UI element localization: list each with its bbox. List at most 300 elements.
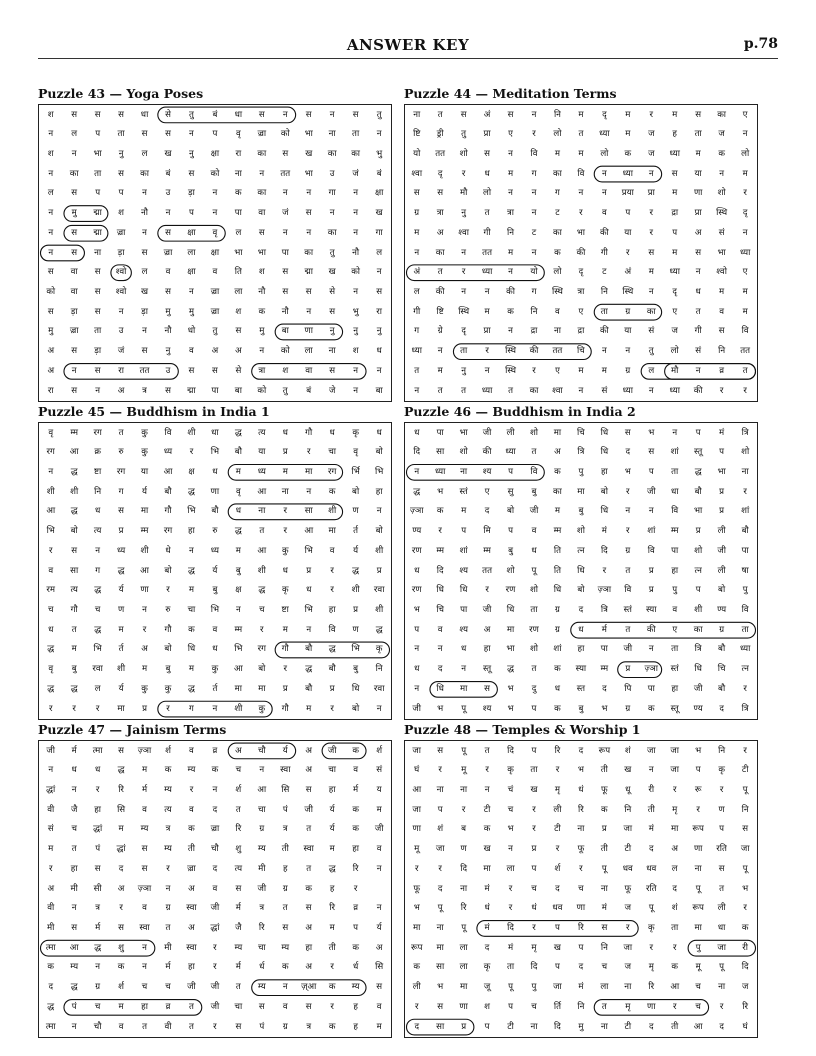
grid-cell: ना <box>460 467 468 477</box>
grid-cell: स्तू <box>482 664 492 675</box>
grid-cell: र <box>555 844 560 855</box>
grid-cell: नि <box>553 109 561 120</box>
grid-cell: न <box>414 467 420 477</box>
grid-cell: त्न <box>694 565 702 576</box>
grid-cell: न <box>578 385 584 396</box>
grid-cell: को <box>46 287 56 298</box>
grid-cell: ग <box>555 188 560 199</box>
grid-cell: र <box>330 565 334 576</box>
grid-cell: कृ <box>483 962 491 973</box>
grid-cell: ध्य <box>210 545 219 556</box>
grid-row <box>39 958 391 978</box>
grid-cell: का <box>646 306 656 317</box>
grid-cell: र <box>719 1001 724 1012</box>
grid-cell: पू <box>437 903 443 914</box>
grid-cell: न <box>71 785 77 795</box>
grid-cell: न <box>259 765 265 776</box>
grid-cell: स <box>718 326 725 337</box>
grid-cell: शो <box>459 149 468 159</box>
grid-cell: म <box>376 1021 382 1032</box>
grid-cell: स <box>165 129 171 140</box>
grid-cell: स <box>484 683 490 694</box>
grid-cell: म <box>118 824 124 835</box>
grid-cell: र <box>485 585 489 596</box>
grid-cell: मु <box>578 1021 584 1032</box>
grid-cell: न <box>461 247 467 258</box>
grid-cell: द्मा <box>187 385 196 396</box>
grid-cell: ख <box>164 149 172 159</box>
grid-cell: न <box>414 683 420 694</box>
grid-cell: जा <box>740 844 750 855</box>
grid-cell: शो <box>506 565 515 576</box>
grid-cell: न <box>353 385 358 396</box>
grid-cell: चा <box>328 765 336 776</box>
grid-cell: धि <box>436 585 444 596</box>
grid-cell: मी <box>70 883 78 894</box>
grid-cell: अ <box>436 227 444 238</box>
grid-cell: प्र <box>306 565 312 576</box>
grid-cell: हा <box>328 785 336 795</box>
grid-cell: हा <box>70 863 78 874</box>
grid-cell: ली <box>506 427 515 438</box>
grid-cell: म <box>578 109 584 120</box>
grid-cell: क्षा <box>187 227 196 238</box>
grid-cell: र्म <box>353 785 359 795</box>
grid-cell: स <box>141 346 148 357</box>
grid-cell: सं <box>648 326 655 337</box>
grid-cell: स्वा <box>303 844 314 855</box>
grid-cell: त <box>188 1021 194 1032</box>
grid-cell: मा <box>577 486 585 497</box>
grid-cell: स <box>118 506 124 517</box>
grid-cell: शं <box>624 745 631 756</box>
grid-row <box>39 423 391 443</box>
grid-cell: जी <box>374 824 384 835</box>
grid-cell: न <box>48 227 54 238</box>
grid-cell: बौ <box>718 644 726 655</box>
grid-cell: ज़्आ <box>301 982 317 993</box>
grid-cell: त्र <box>282 824 288 835</box>
grid-cell: द <box>212 863 218 874</box>
grid-cell: ना <box>281 486 289 497</box>
grid-row <box>405 302 757 322</box>
grid-cell: अ <box>117 385 125 396</box>
grid-cell: ज़्ञा <box>409 506 424 517</box>
grid-cell: द्ध <box>188 683 195 694</box>
grid-cell: त <box>625 624 631 635</box>
grid-cell: म <box>141 664 148 675</box>
grid-cell: ता <box>506 962 515 973</box>
grid-cell: ड़ा <box>141 306 148 317</box>
grid-cell: स <box>437 745 444 756</box>
grid-cell: स्तू <box>694 447 703 458</box>
grid-cell: क <box>671 962 679 973</box>
grid-cell: कृ <box>718 765 725 776</box>
grid-cell: र <box>579 863 583 874</box>
grid-cell: स <box>165 287 171 298</box>
grid-cell: मा <box>483 863 491 874</box>
grid-cell: स <box>695 247 702 258</box>
grid-cell: बो <box>600 486 608 497</box>
grid-cell: न <box>508 188 513 199</box>
grid-cell: प <box>648 467 654 477</box>
grid-cell: भि <box>351 644 360 655</box>
grid-cell: गौ <box>70 605 78 616</box>
grid-cell: नौ <box>141 208 149 219</box>
grid-cell: म्म <box>70 427 79 438</box>
grid-cell: रि <box>258 923 265 934</box>
grid-cell: बु <box>531 486 537 497</box>
grid-cell: क <box>211 765 219 776</box>
grid-cell: जं <box>282 208 289 219</box>
grid-cell: आ <box>412 785 422 795</box>
grid-cell: नि <box>530 306 538 317</box>
grid-cell: लो <box>670 346 679 357</box>
grid-cell: अ <box>305 962 312 973</box>
grid-cell: प <box>508 526 513 537</box>
grid-cell: नि <box>577 1001 585 1012</box>
grid-cell: दृ <box>578 267 584 278</box>
grid-cell: द्ध <box>328 863 336 874</box>
grid-cell: जी <box>482 427 492 438</box>
grid-cell: अ <box>235 346 242 357</box>
grid-cell: कु <box>141 427 148 438</box>
grid-cell: पू <box>742 863 748 874</box>
grid-cell: जा <box>623 824 633 835</box>
grid-cell: स <box>47 267 54 278</box>
grid-row <box>405 204 757 224</box>
grid-cell: मं <box>484 923 490 934</box>
grid-cell: ण <box>117 605 125 616</box>
grid-cell: का <box>69 168 79 179</box>
grid-cell: टी <box>741 765 749 776</box>
grid-cell: वृ <box>235 129 241 140</box>
grid-cell: हा <box>600 467 608 477</box>
grid-cell: ध्या <box>739 247 751 258</box>
grid-cell: प <box>695 427 701 438</box>
grid-cell: ग्र <box>625 545 631 556</box>
grid-cell: न <box>71 903 77 914</box>
grid-row <box>39 243 391 263</box>
grid-cell: बा <box>234 385 242 396</box>
grid-cell: भि <box>187 506 196 517</box>
grid-row <box>405 820 757 840</box>
grid-cell: र्म <box>235 903 241 914</box>
grid-row <box>405 640 757 660</box>
grid-cell: प <box>212 129 218 140</box>
grid-cell: शो <box>717 188 726 199</box>
grid-cell: म <box>141 765 148 776</box>
grid-cell: स <box>258 109 265 120</box>
grid-cell: त <box>414 365 420 376</box>
grid-cell: ग्र <box>625 703 631 714</box>
grid-cell: ग्र <box>282 1021 288 1032</box>
grid-cell: आ <box>257 486 267 497</box>
puzzle-title: Puzzle 43 — Yoga Poses <box>38 86 204 101</box>
grid-cell: ला <box>234 287 243 298</box>
grid-cell: म <box>672 109 678 120</box>
grid-cell: शी <box>375 605 384 616</box>
grid-cell: धा <box>211 427 219 438</box>
grid-row <box>39 800 391 820</box>
grid-cell: ज़्ञा <box>137 883 152 894</box>
grid-cell: क <box>352 824 359 835</box>
grid-cell: ता <box>352 129 360 140</box>
grid-cell: नु <box>461 365 467 376</box>
grid-cell: क <box>352 745 359 756</box>
grid-cell: न <box>142 605 147 616</box>
grid-cell: शी <box>46 486 55 497</box>
grid-cell: बो <box>718 585 726 596</box>
grid-cell: कु <box>141 683 148 694</box>
grid-cell: द <box>437 664 443 675</box>
grid-cell: द्ध <box>375 624 383 635</box>
grid-cell: द <box>648 1021 654 1032</box>
grid-cell: यो <box>530 267 538 278</box>
grid-cell: न <box>282 188 288 199</box>
grid-cell: रि <box>352 863 359 874</box>
grid-cell: त्न <box>577 545 585 556</box>
grid-cell: ल <box>141 149 148 159</box>
grid-cell: पू <box>461 703 467 714</box>
grid-cell: क्ष <box>235 585 242 596</box>
grid-cell: म्य <box>140 824 149 835</box>
grid-cell: ना <box>553 326 561 337</box>
grid-cell: श्वो <box>115 267 127 278</box>
grid-cell: त्र <box>306 1021 312 1032</box>
grid-cell: र <box>508 903 513 914</box>
grid-row <box>405 541 757 561</box>
grid-cell: श्वा <box>552 385 563 396</box>
grid-cell: न <box>95 385 101 396</box>
grid-cell: बो <box>352 703 360 714</box>
grid-cell: मं <box>507 942 514 953</box>
grid-cell: न <box>259 168 265 179</box>
puzzle-title: Puzzle 46 — Buddhism in India 2 <box>404 404 636 419</box>
grid-cell: गी <box>694 326 702 337</box>
grid-cell: ध <box>94 765 101 776</box>
grid-cell: की <box>646 624 656 635</box>
grid-cell: व <box>212 267 218 278</box>
grid-cell: नु <box>353 326 358 337</box>
grid-cell: दि <box>600 545 608 556</box>
grid-cell: र्त <box>212 683 218 694</box>
grid-cell: ण <box>460 844 467 855</box>
grid-cell: न <box>376 129 382 140</box>
grid-cell: वा <box>258 208 266 219</box>
grid-cell: की <box>693 385 703 396</box>
grid-cell: द <box>602 683 607 694</box>
grid-cell: भा <box>506 644 515 655</box>
grid-cell: कृ <box>352 427 359 438</box>
grid-cell: स <box>211 365 218 376</box>
grid-row <box>39 780 391 800</box>
grid-cell: त <box>437 385 443 396</box>
grid-cell: क <box>305 883 313 894</box>
grid-cell: प <box>353 923 359 934</box>
grid-cell: तु <box>329 247 335 258</box>
grid-row <box>405 164 757 184</box>
grid-cell: ध्या <box>669 149 680 159</box>
grid-cell: श <box>47 109 54 120</box>
grid-cell: च <box>235 765 242 776</box>
grid-cell: ध <box>235 506 241 517</box>
grid-cell: प्रा <box>694 208 702 219</box>
grid-cell: र <box>260 624 264 635</box>
grid-cell: पु <box>578 467 584 477</box>
grid-cell: क <box>281 962 289 973</box>
grid-cell: स <box>460 109 467 120</box>
grid-cell: ध <box>578 624 584 635</box>
grid-cell: शो <box>529 427 539 438</box>
grid-cell: व <box>376 844 382 855</box>
grid-cell: व <box>353 765 358 776</box>
grid-cell: शो <box>529 644 539 655</box>
grid-cell: लो <box>600 149 609 159</box>
grid-cell: बा <box>281 326 289 337</box>
grid-cell: प्र <box>719 486 725 497</box>
grid-cell: हा <box>188 962 195 973</box>
grid-cell: स <box>376 982 383 993</box>
grid-cell: ड्री <box>436 129 444 140</box>
grid-cell: न <box>742 129 748 140</box>
grid-cell: ण <box>352 624 359 635</box>
grid-cell: क <box>741 923 749 934</box>
grid-cell: र्श <box>376 745 383 756</box>
grid-cell: प <box>531 703 537 714</box>
grid-cell: सं <box>695 346 702 357</box>
grid-cell: प <box>508 1001 513 1012</box>
grid-cell: अ <box>375 942 383 953</box>
grid-cell: ध <box>484 168 490 179</box>
grid-cell: धं <box>578 785 584 795</box>
grid-cell: अं <box>483 109 491 120</box>
grid-row <box>39 361 391 381</box>
grid-cell: ता <box>460 346 468 357</box>
grid-cell: गी <box>483 227 491 238</box>
grid-row <box>39 679 391 699</box>
grid-cell: शां <box>741 506 750 517</box>
grid-cell: बौ <box>211 506 219 517</box>
grid-cell: भ <box>437 982 444 993</box>
grid-cell: क <box>601 804 608 815</box>
grid-cell: ज़्ञा <box>597 585 612 596</box>
grid-cell: न <box>306 624 312 635</box>
grid-cell: न <box>376 506 382 517</box>
grid-cell: ध्या <box>622 385 634 396</box>
grid-row <box>405 938 757 958</box>
grid-cell: द्ध <box>70 506 78 517</box>
grid-cell: र <box>461 168 466 179</box>
grid-cell: र <box>672 785 677 795</box>
grid-cell: ना <box>234 168 242 179</box>
grid-cell: न <box>508 149 513 159</box>
grid-cell: क <box>352 942 359 953</box>
grid-cell: न <box>414 247 420 258</box>
grid-cell: वृ <box>353 447 358 458</box>
grid-row <box>39 342 391 362</box>
grid-cell: त्रा <box>577 287 585 298</box>
grid-cell: द्ध <box>117 765 125 776</box>
grid-cell: श <box>282 365 289 376</box>
grid-cell: त <box>508 385 513 396</box>
grid-cell: प <box>695 585 701 596</box>
grid-cell: अ <box>47 883 55 894</box>
puzzle-47 <box>38 722 392 1038</box>
grid-cell: र्त <box>118 644 124 655</box>
grid-cell: रण <box>411 585 422 596</box>
grid-cell: स्थि <box>552 287 563 298</box>
grid-row <box>39 541 391 561</box>
grid-cell: बो <box>164 565 172 576</box>
grid-cell: वा <box>70 267 78 278</box>
grid-cell: ध्य <box>163 447 173 458</box>
grid-cell: रग <box>93 427 102 438</box>
grid-cell: द्ध <box>188 486 195 497</box>
grid-cell: ए <box>742 267 748 278</box>
grid-cell: या <box>694 168 702 179</box>
grid-cell: मा <box>694 923 702 934</box>
grid-cell: त्मा <box>45 1021 56 1032</box>
grid-cell: श्वो <box>716 267 727 278</box>
grid-cell: को <box>257 385 267 396</box>
grid-cell: क <box>413 962 421 973</box>
grid-cell: घं <box>742 1021 748 1032</box>
grid-cell: व <box>719 306 724 317</box>
grid-cell: वी <box>47 804 55 815</box>
grid-cell: मू <box>414 844 420 855</box>
grid-row <box>39 741 391 761</box>
grid-cell: शी <box>257 565 266 576</box>
grid-cell: जी <box>327 745 337 756</box>
grid-cell: ग्र <box>165 903 171 914</box>
grid-cell: र <box>213 962 217 973</box>
grid-cell: क्षा <box>210 247 220 258</box>
grid-cell: रि <box>460 903 467 914</box>
grid-cell: प्र <box>118 526 124 537</box>
grid-cell: व <box>118 1021 124 1032</box>
grid-cell: पि <box>624 683 632 694</box>
grid-cell: का <box>257 188 267 199</box>
grid-cell: स्थि <box>505 365 516 376</box>
grid-cell: हा <box>188 526 195 537</box>
grid-cell: त्र <box>259 903 265 914</box>
grid-cell: धि <box>694 664 702 675</box>
grid-cell: स <box>624 427 631 438</box>
grid-cell: सं <box>601 385 608 396</box>
grid-cell: व <box>531 526 537 537</box>
grid-cell: अ <box>188 883 195 894</box>
grid-cell: र्य <box>329 824 335 835</box>
grid-cell: स <box>305 903 312 914</box>
grid-cell: र <box>743 385 747 396</box>
grid-cell: ध <box>460 644 467 655</box>
grid-cell: म <box>601 365 607 376</box>
grid-cell: प्रा <box>483 326 491 337</box>
grid-cell: न <box>282 227 288 238</box>
grid-cell: जा <box>670 765 680 776</box>
grid-cell: वि <box>530 149 538 159</box>
grid-cell: न <box>282 109 288 120</box>
grid-cell: न <box>672 427 678 438</box>
grid-cell: र्य <box>329 804 335 815</box>
grid-cell: ड़ा <box>117 247 125 258</box>
grid-cell: ख <box>624 765 632 776</box>
grid-cell: लो <box>553 129 562 140</box>
grid-cell: वि <box>530 467 538 477</box>
grid-cell: ज <box>718 129 725 140</box>
grid-cell: द <box>672 883 677 894</box>
